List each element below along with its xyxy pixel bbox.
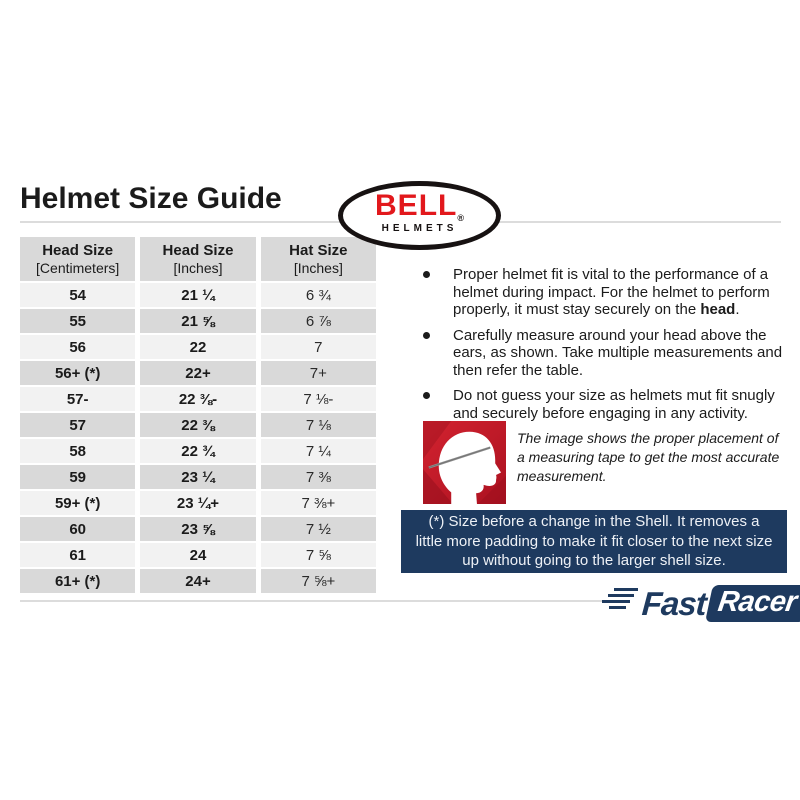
table-row xyxy=(20,413,376,437)
cell-hat: 7 ⅜+ xyxy=(261,491,376,515)
cell-inches: 24+ xyxy=(140,569,255,593)
bullet-text-bold: head xyxy=(700,301,736,318)
bullet-text: Proper helmet fit is vital to the performance of a helmet during impact. For the helmet to perform properly, it must stay securely on the xyxy=(453,266,770,318)
fastracer-logo xyxy=(600,580,800,622)
table-row xyxy=(20,439,376,463)
table-row xyxy=(20,543,376,567)
cell-hat: 7 ⅝+ xyxy=(261,569,376,593)
table-row xyxy=(20,335,376,359)
shell-size-note: (*) Size before a change in the Shell. It removes a little more padding to make it fit closer to the next size up without going to the larger shell size. xyxy=(401,510,787,573)
bell-logo-wordmark xyxy=(343,191,496,223)
fit-advice-list xyxy=(420,266,792,422)
cell-inches: 21 ¼ xyxy=(140,283,255,307)
cell-cm: 57 xyxy=(20,413,135,437)
header-hat-size-in xyxy=(261,237,376,281)
cell-inches: 23 ¼+ xyxy=(140,491,255,515)
bullet-icon xyxy=(423,271,430,278)
table-row xyxy=(20,465,376,489)
cell-cm: 61+ (*) xyxy=(20,569,135,593)
table-row xyxy=(20,569,376,593)
bell-logo-subtitle: HELMETS xyxy=(381,223,458,234)
bell-helmets-logo xyxy=(338,181,501,250)
helmet-size-table xyxy=(15,235,381,595)
registered-trademark-icon: ® xyxy=(457,213,464,223)
bullet-text: Do not guess your size as helmets mut fit snugly and securely before engaging in any activity. xyxy=(453,387,775,422)
list-item xyxy=(420,327,792,380)
header-title: Head Size xyxy=(162,241,234,259)
cell-cm: 55 xyxy=(20,309,135,333)
cell-cm: 58 xyxy=(20,439,135,463)
cell-hat: 7 ⅛- xyxy=(261,387,376,411)
header-head-size-in xyxy=(140,237,255,281)
table-row xyxy=(20,309,376,333)
cell-hat: 7+ xyxy=(261,361,376,385)
bullet-icon xyxy=(423,332,430,339)
cell-inches: 22 xyxy=(140,335,255,359)
bullet-icon xyxy=(423,392,430,399)
page-title: Helmet Size Guide xyxy=(20,182,282,215)
fastracer-fast-text: Fast xyxy=(640,585,708,622)
cell-hat: 6 ⅞ xyxy=(261,309,376,333)
cell-inches: 21 ⅝ xyxy=(140,309,255,333)
bell-name: BELL xyxy=(375,189,458,222)
header-head-size-cm xyxy=(20,237,135,281)
header-title: Hat Size xyxy=(289,241,348,259)
cell-cm: 61 xyxy=(20,543,135,567)
cell-hat: 7 ⅜ xyxy=(261,465,376,489)
cell-inches: 22+ xyxy=(140,361,255,385)
table-row xyxy=(20,361,376,385)
list-item xyxy=(420,387,792,422)
cell-hat: 7 ⅝ xyxy=(261,543,376,567)
header-unit: [Inches] xyxy=(173,259,223,276)
cell-cm: 56+ (*) xyxy=(20,361,135,385)
bullet-text: Carefully measure around your head above the ears, as shown. Take multiple measurements and then refer the table. xyxy=(453,326,783,379)
table-row xyxy=(20,283,376,307)
cell-hat: 6 ¾ xyxy=(261,283,376,307)
header-title: Head Size xyxy=(42,241,114,259)
list-item xyxy=(420,266,792,319)
bullet-text: . xyxy=(735,301,740,318)
figure-caption: The image shows the proper placement of a measuring tape to get the most accurate measurement. xyxy=(517,430,780,484)
cell-cm: 57- xyxy=(20,387,135,411)
cell-cm: 59 xyxy=(20,465,135,489)
speed-lines-icon xyxy=(600,587,640,613)
cell-cm: 54 xyxy=(20,283,135,307)
cell-inches: 22 ⅜- xyxy=(140,387,255,411)
cell-hat: 7 xyxy=(261,335,376,359)
table-header-row xyxy=(20,237,376,281)
cell-inches: 23 ¼ xyxy=(140,465,255,489)
fastracer-racer-badge xyxy=(705,585,800,622)
cell-cm: 60 xyxy=(20,517,135,541)
head-profile-measuring-tape-icon xyxy=(423,421,506,504)
table-row xyxy=(20,491,376,515)
cell-inches: 23 ⅝ xyxy=(140,517,255,541)
header-unit: [Centimeters] xyxy=(36,259,120,276)
cell-inches: 22 ⅜ xyxy=(140,413,255,437)
table-row xyxy=(20,387,376,411)
cell-cm: 56 xyxy=(20,335,135,359)
table-row xyxy=(20,517,376,541)
header-unit: [Inches] xyxy=(293,259,343,276)
cell-hat: 7 ½ xyxy=(261,517,376,541)
cell-hat: 7 ⅛ xyxy=(261,413,376,437)
cell-inches: 24 xyxy=(140,543,255,567)
cell-cm: 59+ (*) xyxy=(20,491,135,515)
head-measurement-image xyxy=(423,421,506,504)
footer-divider xyxy=(20,600,605,602)
cell-hat: 7 ¼ xyxy=(261,439,376,463)
cell-inches: 22 ¾ xyxy=(140,439,255,463)
fastracer-racer-text: Racer xyxy=(715,586,799,618)
